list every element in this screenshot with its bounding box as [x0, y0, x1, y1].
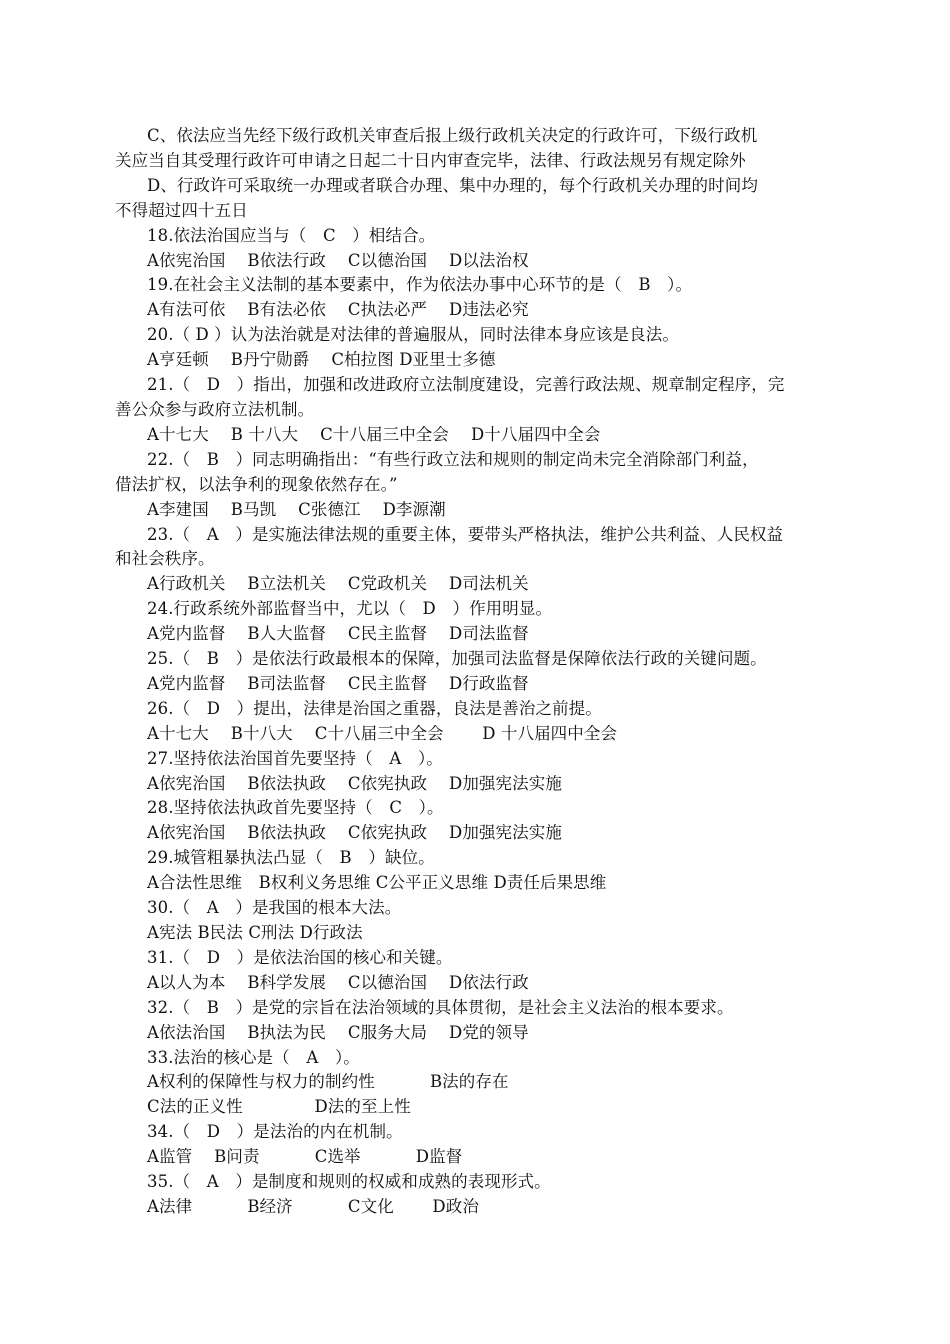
text-line: A法律 B经济 C文化 D政治: [147, 1196, 479, 1216]
text-line: 21.（ D ）指出，加强和改进政府立法制度建设，完善行政法规、规章制定程序，完: [147, 375, 785, 395]
text-line: 26.（ D ）提出，法律是治国之重器，良法是善治之前提。: [147, 698, 602, 718]
text-line: A依宪治国 B依法行政 C以德治国 D以法治权: [147, 250, 529, 270]
text-line: A亨廷顿 B丹宁勋爵 C柏拉图 D亚里士多德: [147, 350, 496, 370]
text-line: A宪法 B民法 C刑法 D行政法: [147, 923, 363, 942]
text-line: 25.（ B ）是依法行政最根本的保障，加强司法监督是保障依法行政的关键问题。: [147, 649, 767, 669]
text-line: D、行政许可采取统一办理或者联合办理、集中办理的，每个行政机关办理的时间均: [147, 175, 758, 195]
text-line: 33.法治的核心是（ A ）。: [147, 1047, 360, 1067]
text-line: 和社会秩序。: [115, 549, 215, 569]
text-line: 不得超过四十五日: [115, 200, 248, 220]
text-line: A党内监督 B人大监督 C民主监督 D司法监督: [147, 624, 529, 644]
text-line: 27.坚持依法治国首先要坚持（ A ）。: [147, 748, 443, 768]
text-line: 24.行政系统外部监督当中，尤以（ D ）作用明显。: [147, 599, 553, 619]
text-line: 20.（ D ）认为法治就是对法律的普遍服从，同时法律本身应该是良法。: [147, 325, 679, 345]
text-line: 31.（ D ）是依法治国的核心和关键。: [147, 947, 453, 967]
text-line: A党内监督 B司法监督 C民主监督 D行政监督: [147, 673, 529, 693]
text-line: 善公众参与政府立法机制。: [115, 399, 315, 419]
text-line: A行政机关 B立法机关 C党政机关 D司法机关: [147, 574, 529, 594]
text-line: 32.（ B ）是党的宗旨在法治领域的具体贯彻，是社会主义法治的根本要求。: [147, 997, 734, 1017]
text-line: A十七大 B十八大 C十八届三中全会 D 十八届四中全会: [147, 723, 618, 743]
text-line: A监管 B问责 C选举 D监督: [147, 1147, 463, 1167]
text-line: A李建国 B马凯 C张德江 D李源潮: [147, 499, 446, 519]
text-line: A以人为本 B科学发展 C以德治国 D依法行政: [147, 972, 529, 992]
text-line: A有法可依 B有法必依 C执法必严 D违法必究: [147, 300, 529, 320]
text-line: A权利的保障性与权力的制约性 B法的存在: [147, 1072, 509, 1092]
text-line: 23.（ A ）是实施法律法规的重要主体，要带头严格执法，维护公共利益、人民权益: [147, 524, 784, 544]
text-line: 19.在社会主义法制的基本要素中，作为依法办事中心环节的是（ B ）。: [147, 275, 693, 295]
text-line: A合法性思维 B权利义务思维 C公平正义思维 D责任后果思维: [147, 873, 607, 893]
text-line: C、依法应当先经下级行政机关审查后报上级行政机关决定的行政许可，下级行政机: [147, 126, 758, 145]
text-line: 借法扩权，以法争利的现象依然存在。”: [115, 474, 398, 494]
text-line: 30.（ A ）是我国的根本大法。: [147, 898, 402, 918]
text-line: 28.坚持依法执政首先要坚持（ C ）。: [147, 798, 444, 818]
text-line: 34.（ D ）是法治的内在机制。: [147, 1122, 403, 1142]
text-line: A依宪治国 B依法执政 C依宪执政 D加强宪法实施: [147, 823, 562, 843]
text-line: 35.（ A ）是制度和规则的权威和成熟的表现形式。: [147, 1172, 551, 1192]
text-line: 22.（ B ）同志明确指出：“有些行政立法和规则的制定尚未完全消除部门利益，: [147, 449, 759, 469]
document-body: [115, 124, 843, 1220]
text-line: 29.城管粗暴执法凸显（ B ）缺位。: [147, 848, 435, 868]
text-line: 18.依法治国应当与（ C ）相结合。: [147, 225, 436, 245]
text-line: C法的正义性 D法的至上性: [147, 1097, 411, 1117]
text-line: 关应当自其受理行政许可申请之日起二十日内审查完毕，法律、行政法规另有规定除外: [115, 150, 746, 170]
text-line: A依宪治国 B依法执政 C依宪执政 D加强宪法实施: [147, 773, 562, 793]
text-line: A十七大 B 十八大 C十八届三中全会 D十八届四中全会: [147, 424, 601, 444]
text-line: A依法治国 B执法为民 C服务大局 D党的领导: [147, 1022, 529, 1042]
